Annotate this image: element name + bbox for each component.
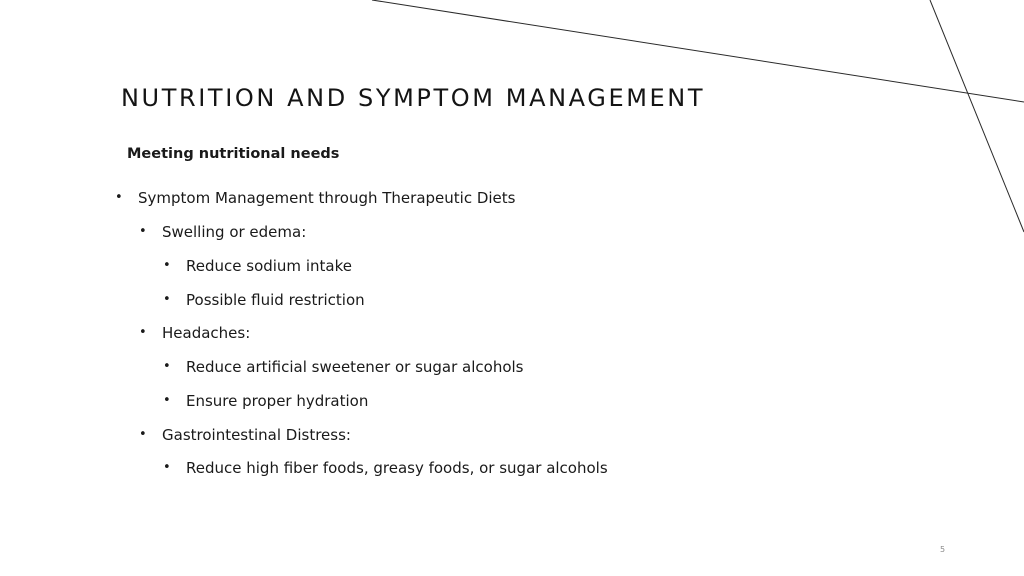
bullet-dot: • <box>163 258 171 273</box>
bullet-text: Reduce high fiber foods, greasy foods, or sugar alcohols <box>186 459 608 477</box>
slide-subtitle: Meeting nutritional needs <box>127 146 340 162</box>
bullet-text: Gastrointestinal Distress: <box>162 426 351 444</box>
bullet-item <box>115 188 516 208</box>
bullet-item <box>163 256 352 276</box>
bullet-text: Symptom Management through Therapeutic Diets <box>138 189 516 207</box>
bullet-text: Swelling or edema: <box>162 223 307 241</box>
bullet-text: Reduce sodium intake <box>186 257 352 275</box>
bullet-dot: • <box>115 190 123 205</box>
bullet-text: Ensure proper hydration <box>186 392 369 410</box>
bullet-item <box>163 391 369 411</box>
bullet-dot: • <box>139 427 147 442</box>
bullet-dot: • <box>163 292 171 307</box>
bullet-dot: • <box>163 359 171 374</box>
bullet-text: Possible fluid restriction <box>186 291 365 309</box>
bullet-dot: • <box>139 325 147 340</box>
bullet-text: Reduce artificial sweetener or sugar alcohols <box>186 358 524 376</box>
bullet-dot: • <box>139 224 147 239</box>
bullet-dot: • <box>163 393 171 408</box>
bullet-item <box>163 357 524 377</box>
page-number: 5 <box>940 545 946 554</box>
bullet-item <box>163 458 608 478</box>
bullet-item <box>163 290 365 310</box>
bullet-item <box>139 425 351 445</box>
slide-title: NUTRITION AND SYMPTOM MANAGEMENT <box>121 84 706 112</box>
bullet-item <box>139 323 251 343</box>
bullet-text: Headaches: <box>162 324 251 342</box>
bullet-dot: • <box>163 460 171 475</box>
bullet-item <box>139 222 307 242</box>
